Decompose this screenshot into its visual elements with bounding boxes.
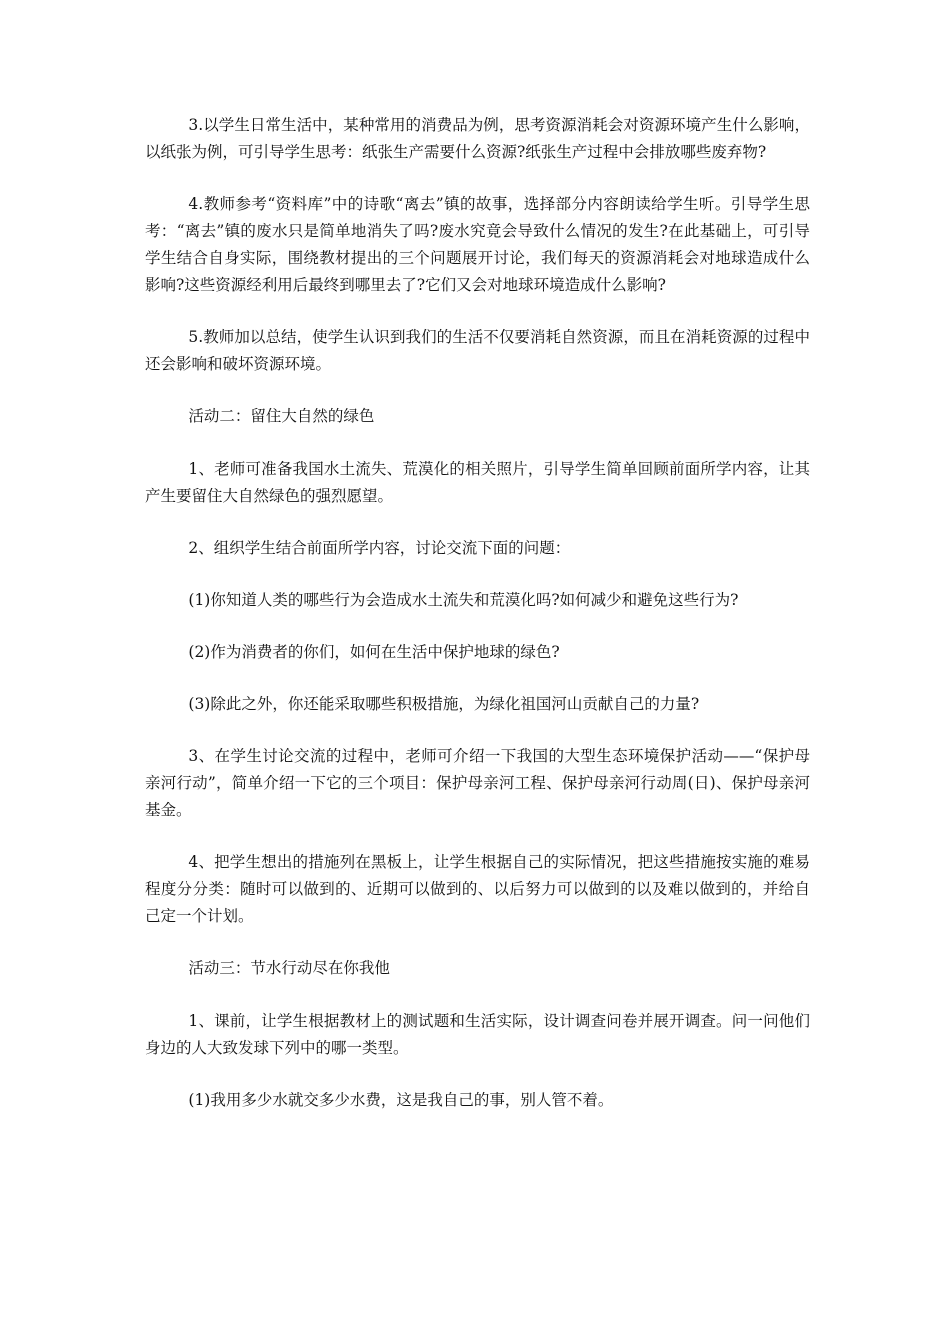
activity-two-step-3: 3、在学生讨论交流的过程中，老师可介绍一下我国的大型生态环境保护活动——“保护母亲河行动”，简单介绍一下它的三个项目：保护母亲河工程、保护母亲河行动周(日)、保护母亲河基金。 xyxy=(145,747,810,819)
activity-two-step-2: 2、组织学生结合前面所学内容，讨论交流下面的问题： xyxy=(188,539,571,557)
paragraph-step-4: 4.教师参考“资料库”中的诗歌“离去”镇的故事，选择部分内容朗读给学生听。引导学生思考：“离去”镇的废水只是简单地消失了吗?废水究竟会导致什么情况的发生?在此基础上，可引导学生结合自身实际，围绕教材提出的三个问题展开讨论，我们每天的资源消耗会对地球造成什么影响?这些资源经利用后最终到哪里去了?它们又会对地球环境造成什么影响? xyxy=(145,195,810,294)
activity-two-question-2: (2)作为消费者的你们，如何在生活中保护地球的绿色? xyxy=(188,643,560,661)
paragraph-step-5: 5.教师加以总结，使学生认识到我们的生活不仅要消耗自然资源，而且在消耗资源的过程中还会影响和破坏资源环境。 xyxy=(145,328,810,373)
activity-two-step-4: 4、把学生想出的措施列在黑板上，让学生根据自己的实际情况，把这些措施按实施的难易程度分分类：随时可以做到的、近期可以做到的、以后努力可以做到的以及难以做到的，并给自己定一个计划。 xyxy=(145,853,810,925)
activity-three-step-1: 1、课前，让学生根据教材上的测试题和生活实际，设计调查问卷并展开调查。问一问他们身边的人大致发球下列中的哪一类型。 xyxy=(145,1012,810,1057)
activity-two-question-3: (3)除此之外，你还能采取哪些积极措施，为绿化祖国河山贡献自己的力量? xyxy=(188,695,700,713)
activity-three-option-1: (1)我用多少水就交多少水费，这是我自己的事，别人管不着。 xyxy=(188,1091,614,1109)
activity-two-question-1: (1)你知道人类的哪些行为会造成水土流失和荒漠化吗?如何减少和避免这些行为? xyxy=(188,591,739,609)
activity-three-heading: 活动三：节水行动尽在你我他 xyxy=(188,959,390,977)
document-page xyxy=(145,112,810,1139)
activity-two-step-1: 1、老师可准备我国水土流失、荒漠化的相关照片，引导学生简单回顾前面所学内容，让其产生要留住大自然绿色的强烈愿望。 xyxy=(145,460,810,505)
activity-two-heading: 活动二：留住大自然的绿色 xyxy=(188,407,375,425)
paragraph-step-3: 3.以学生日常生活中，某种常用的消费品为例，思考资源消耗会对资源环境产生什么影响，以纸张为例，可引导学生思考：纸张生产需要什么资源?纸张生产过程中会排放哪些废弃物? xyxy=(145,116,810,161)
